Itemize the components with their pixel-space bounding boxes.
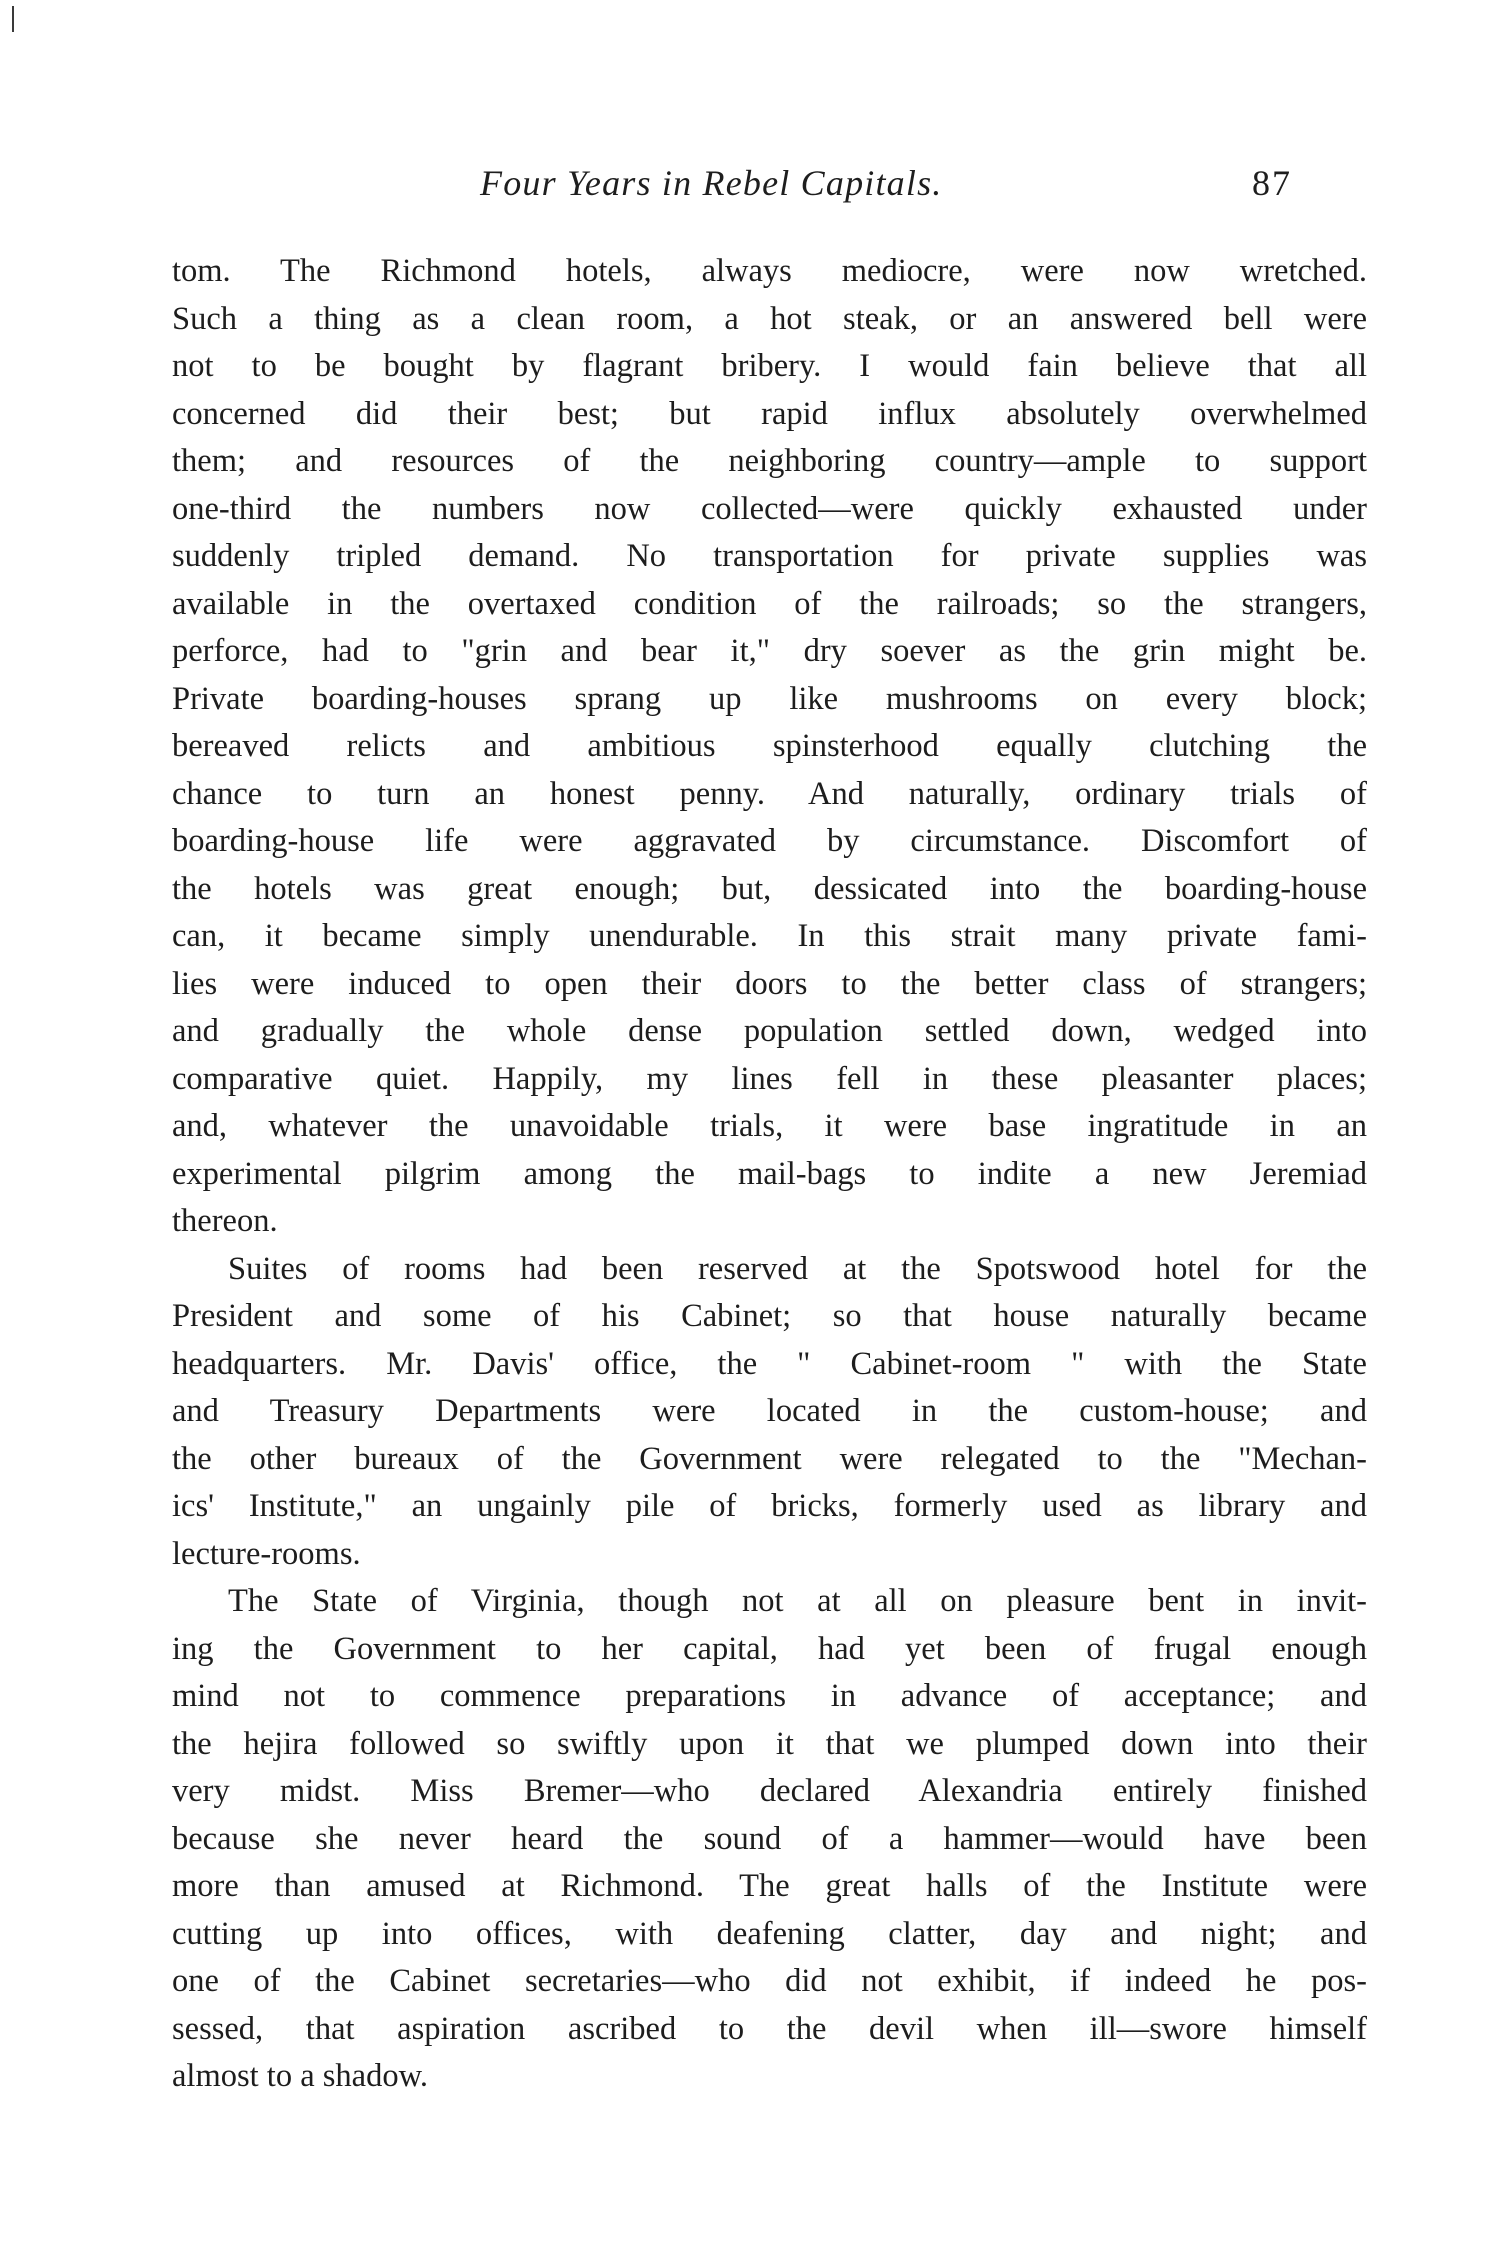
text-line: concerned did their best; but rapid influx absolutely overwhelmed: [172, 395, 1367, 432]
paragraph-3: [172, 1578, 1367, 2101]
text-line: very midst. Miss Bremer—who declared Alexandria entirely finished: [172, 1773, 1367, 1809]
paragraph-1: [172, 248, 1367, 1246]
text-line: one of the Cabinet secretaries—who did not exhibit, if indeed he pos-: [172, 1963, 1367, 1999]
text-line: President and some of his Cabinet; so that house naturally became: [172, 1298, 1367, 1334]
text-line: ing the Government to her capital, had yet been of frugal enough: [172, 1630, 1367, 1667]
text-line: boarding-house life were aggravated by circumstance. Discomfort of: [172, 823, 1367, 859]
page-number: 87: [1252, 163, 1292, 203]
text-line: more than amused at Richmond. The great halls of the Institute were: [172, 1868, 1367, 1904]
text-line: and gradually the whole dense population settled down, wedged into: [172, 1013, 1367, 1049]
text-line: lies were induced to open their doors to the better class of strangers;: [172, 965, 1367, 1002]
text-line: available in the overtaxed condition of the railroads; so the strangers,: [172, 585, 1367, 622]
text-line: lecture-rooms.: [172, 1535, 361, 1572]
text-line: sessed, that aspiration ascribed to the devil when ill—swore himself: [172, 2010, 1367, 2047]
scan-edge-mark: [12, 6, 14, 32]
running-title: Four Years in Rebel Capitals.: [480, 163, 943, 203]
text-line: can, it became simply unendurable. In this strait many private fami-: [172, 918, 1367, 954]
text-line: suddenly tripled demand. No transportation for private supplies was: [172, 538, 1367, 574]
text-line: mind not to commence preparations in advance of acceptance; and: [172, 1678, 1367, 1714]
text-line: cutting up into offices, with deafening clatter, day and night; and: [172, 1915, 1367, 1952]
text-line: the hejira followed so swiftly upon it that we plumped down into their: [172, 1725, 1367, 1762]
text-line: not to be bought by flagrant bribery. I would fain believe that all: [172, 348, 1367, 384]
text-line: bereaved relicts and ambitious spinsterhood equally clutching the: [172, 728, 1367, 764]
text-line: them; and resources of the neighboring country—ample to support: [172, 443, 1367, 479]
text-line: thereon.: [172, 1203, 278, 1239]
text-line: experimental pilgrim among the mail-bags to indite a new Jeremiad: [172, 1155, 1367, 1192]
text-line: the hotels was great enough; but, dessicated into the boarding-house: [172, 870, 1367, 907]
text-line: The State of Virginia, though not at all on pleasure bent in invit-: [228, 1583, 1367, 1619]
text-line: tom. The Richmond hotels, always mediocre, were now wretched.: [172, 253, 1367, 289]
text-line: headquarters. Mr. Davis' office, the " Cabinet-room " with the State: [172, 1345, 1367, 1382]
text-line: chance to turn an honest penny. And naturally, ordinary trials of: [172, 775, 1367, 812]
text-line: because she never heard the sound of a hammer—would have been: [172, 1820, 1367, 1857]
text-line: and, whatever the unavoidable trials, it were base ingratitude in an: [172, 1108, 1367, 1144]
text-line: perforce, had to "grin and bear it," dry soever as the grin might be.: [172, 633, 1367, 669]
text-line: Suites of rooms had been reserved at the Spotswood hotel for the: [228, 1250, 1367, 1287]
paragraph-2: [172, 1246, 1367, 1579]
body-text: [172, 248, 1367, 2101]
text-line: ics' Institute," an ungainly pile of bricks, formerly used as library and: [172, 1488, 1367, 1524]
text-line: and Treasury Departments were located in the custom-house; and: [172, 1393, 1367, 1429]
text-line: Private boarding-houses sprang up like mushrooms on every block;: [172, 680, 1367, 717]
text-line: one-third the numbers now collected—were quickly exhausted under: [172, 490, 1367, 527]
running-head: [0, 160, 1501, 210]
text-line: comparative quiet. Happily, my lines fell in these pleasanter places;: [172, 1060, 1367, 1097]
text-line: almost to a shadow.: [172, 2058, 429, 2094]
text-line: Such a thing as a clean room, a hot steak, or an answered bell were: [172, 300, 1367, 337]
text-line: the other bureaux of the Government were relegated to the "Mechan-: [172, 1440, 1367, 1477]
